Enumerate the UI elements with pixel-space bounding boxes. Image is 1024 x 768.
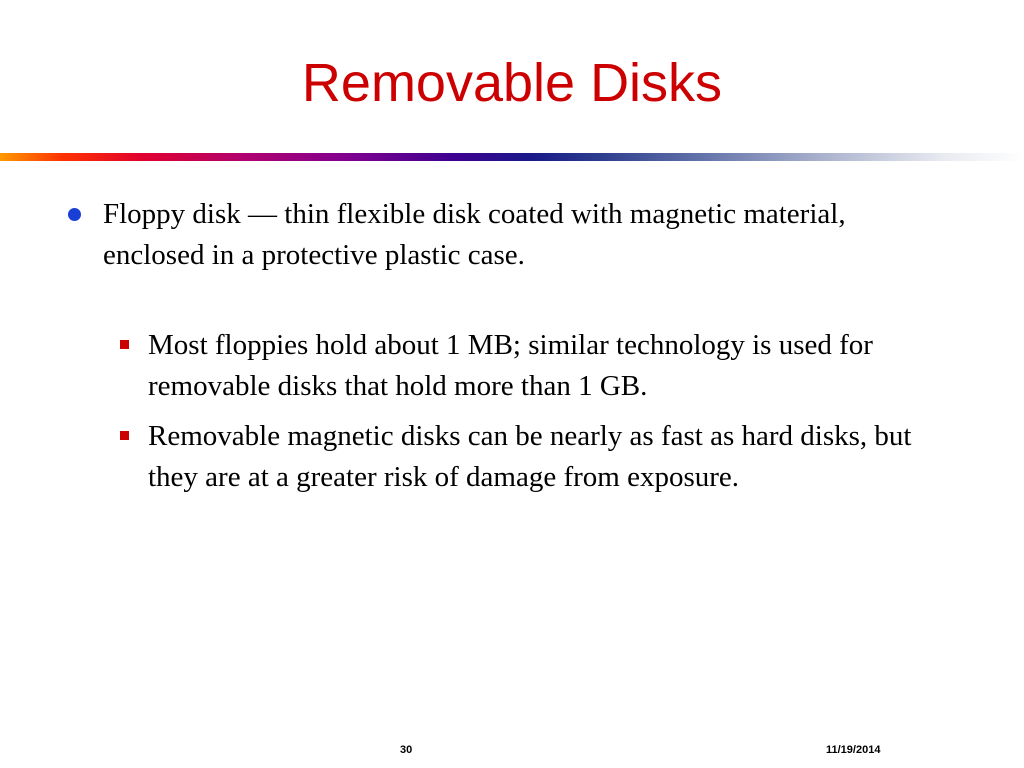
subbullet-text: Most floppies hold about 1 MB; similar technology is used for removable disks that hold more than 1 GB. [148, 329, 873, 402]
page-number: 30 [400, 744, 413, 756]
square-bullet-icon [120, 431, 129, 440]
subbullet-text: Removable magnetic disks can be nearly as fast as hard disks, but they are at a greater risk of damage from exposure. [148, 420, 912, 493]
bullet-text: Floppy disk — thin flexible disk coated with magnetic material, enclosed in a protective plastic case. [103, 198, 846, 271]
round-bullet-icon [68, 208, 81, 221]
slide-title: Removable Disks [301, 53, 723, 113]
footer-date: 11/19/2014 [826, 744, 881, 756]
square-bullet-icon [120, 340, 129, 349]
